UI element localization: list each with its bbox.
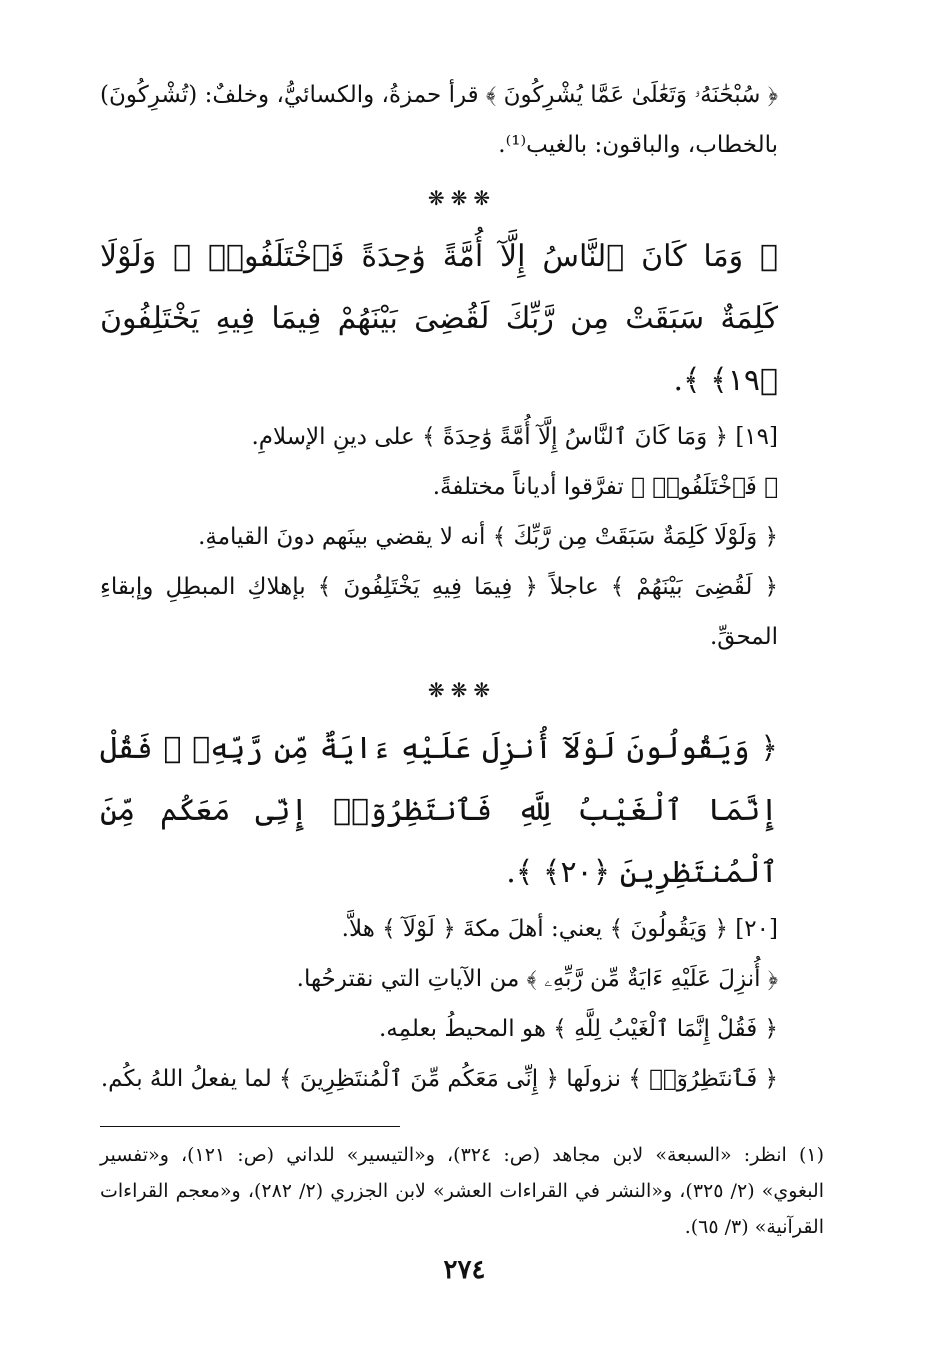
section-divider: ❋❋❋ [427,186,497,210]
verse-20: ﴿ وَيَقُولُونَ لَوْلَآ أُنزِلَ عَلَيْهِ ءَايَةٌ مِّن رَّبِّهِۦ ۖ فَقُلْ إِنَّمَا ٱلْغَيْبُ لِلَّهِ فَٱنتَظِرُوٓا۟ إِنِّى مَعَكُم مِّنَ ٱلْمُنتَظِرِينَ ﴿٢٠﴾ ﴾. [100,731,778,890]
explanation-19-3: ﴿ وَلَوْلَا كَلِمَةٌ سَبَقَتْ مِن رَّبِّكَ ﴾ أنه لا يقضي بينَهم دونَ القيامةِ. [198,524,778,550]
paragraph-reading-note: ﴿ سُبْحَٰنَهُۥ وَتَعَٰلَىٰ عَمَّا يُشْرِكُونَ ﴾ قرأ حمزةُ، والكسائيُّ، وخلفٌ: (تُشْرِكُونَ) بالخطاب، والباقون: بالغيب⁽¹⁾. [100,82,778,158]
explanation-19-4: ﴿ لَقُضِىَ بَيْنَهُمْ ﴾ عاجلاً ﴿ فِيمَا فِيهِ يَخْتَلِفُونَ ﴾ بإهلاكِ المبطِلِ وإبقاءِ المحقِّ. [100,574,778,650]
footnote-separator [100,1126,400,1127]
explanation-20-1: [٢٠] ﴿ وَيَقُولُونَ ﴾ يعني: أهلَ مكةَ ﴿ لَوْلَآ ﴾ هلاَّ. [341,916,778,942]
explanation-20-3: ﴿ فَقُلْ إِنَّمَا ٱلْغَيْبُ لِلَّهِ ﴾ هو المحيطُ بعلمِه. [378,1016,778,1042]
explanation-19-1: [١٩] ﴿ وَمَا كَانَ ٱلنَّاسُ إِلَّآ أُمَّةً وَٰحِدَةً ﴾ على دينِ الإسلامِ. [251,424,778,450]
section-divider: ❋❋❋ [427,678,497,702]
page-body [100,70,824,1245]
page-number: ٢٧٤ [443,1255,486,1285]
explanation-20-4: ﴿ فَٱنتَظِرُوٓا۟ ﴾ نزولَها ﴿ إِنِّى مَعَكُم مِّنَ ٱلْمُنتَظِرِينَ ﴾ لما يفعلُ اللهُ بكُم. [100,1066,778,1092]
footnote: (١) انظر: «السبعة» لابن مجاهد (ص: ٣٢٤)، و«التيسير» للداني (ص: ١٢١)، و«تفسير البغوي» (٢/ ٣٢٥)، و«النشر في القراءات العشر» لابن الجزري (٢/ ٢٨٢)، و«معجم القراءات القرآنية» (٣/ ٦٥). [100,1144,825,1238]
verse-19: ﴿ وَمَا كَانَ ٱلنَّاسُ إِلَّآ أُمَّةً وَٰحِدَةً فَٱخْتَلَفُوا۟ ۚ وَلَوْلَا كَلِمَةٌ سَبَقَتْ مِن رَّبِّكَ لَقُضِىَ بَيْنَهُمْ فِيمَا فِيهِ يَخْتَلِفُونَ ﴿١٩﴾ ﴾. [100,239,778,398]
explanation-20-2: ﴿ أُنزِلَ عَلَيْهِ ءَايَةٌ مِّن رَّبِّهِۦ ﴾ من الآياتِ التي نقترحُها. [296,966,778,992]
explanation-19-2: ﴿ فَٱخْتَلَفُوا۟ ﴾ تفرَّقوا أدياناً مختلفةً. [432,474,778,500]
